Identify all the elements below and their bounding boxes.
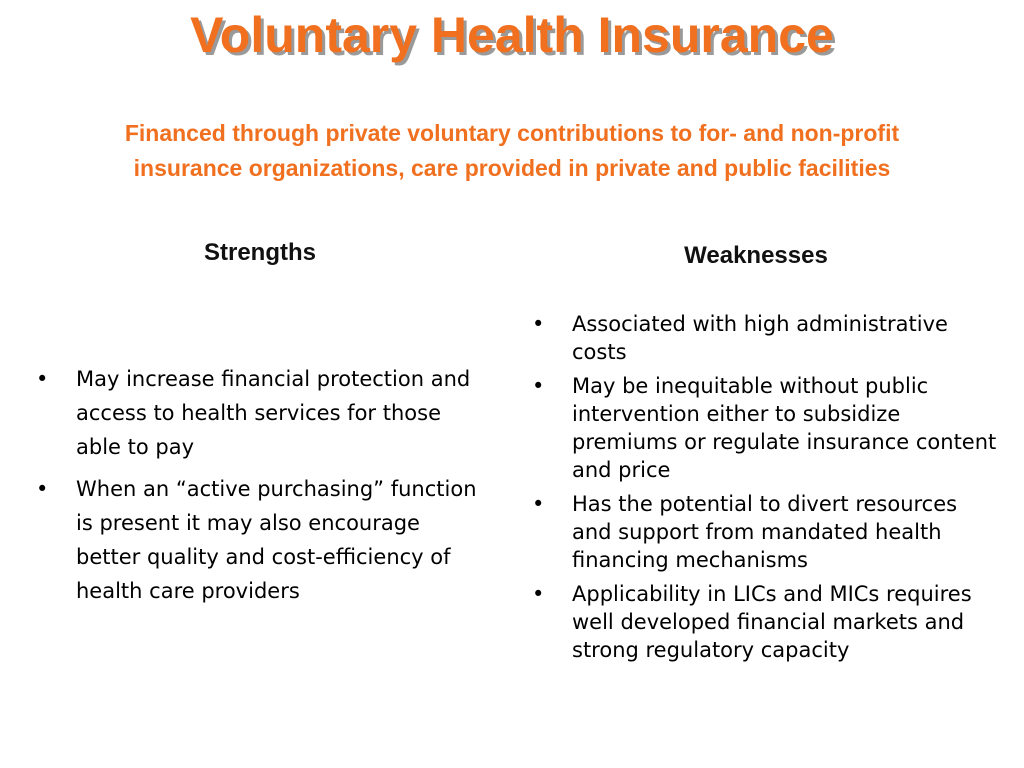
- weakness-item: • Applicability in LICs and MICs requires well developed financial markets and strong regulatory capacity: [532, 580, 1002, 664]
- weaknesses-heading: Weaknesses: [684, 242, 828, 269]
- strengths-list: [36, 362, 486, 616]
- weakness-item: • Has the potential to divert resources and support from mandated health financing mechanisms: [532, 490, 1002, 574]
- strengths-heading: Strengths: [203, 239, 316, 266]
- slide-subtitle: Financed through private voluntary contributions to for- and non-profit insurance organizations, care provided in private and public facilities: [124, 120, 900, 181]
- weakness-item: • May be inequitable without public intervention either to subsidize premiums or regulate insurance content and price: [532, 372, 1002, 484]
- strength-item: • May increase financial protection and access to health services for those able to pay: [36, 362, 486, 464]
- slide-title: Voluntary Health Insurance: [190, 7, 834, 63]
- weaknesses-list: [532, 310, 1002, 670]
- strength-item: • When an “active purchasing” function is present it may also encourage better quality and cost-efficiency of health care providers: [36, 472, 486, 608]
- weakness-item: • Associated with high administrative costs: [532, 310, 1002, 366]
